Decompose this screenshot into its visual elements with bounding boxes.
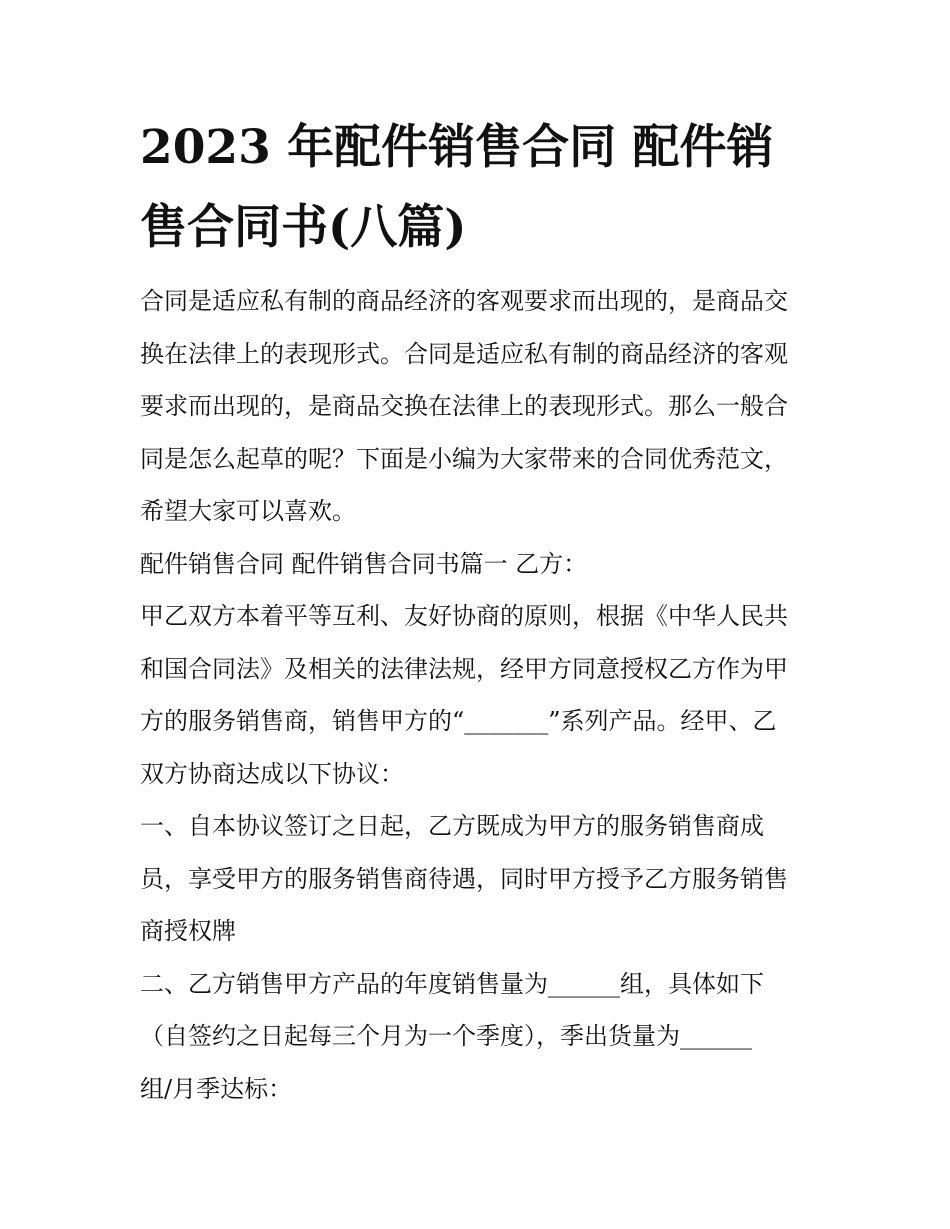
paragraph-line: 换在法律上的表现形式。合同是适应私有制的商品经济的客观 [140,339,788,368]
paragraph-line: 员，享受甲方的服务销售商待遇，同时甲方授予乙方服务销售 [140,864,788,893]
paragraph-line: 商授权牌 [140,917,236,945]
intro-paragraph [140,275,830,538]
title-line-2: 售合同书(八篇) [140,200,467,255]
paragraph-line: 组/月季达标： [140,1074,293,1103]
paragraph-line: 要求而出现的，是商品交换在法律上的表现形式。那么一般合 [140,392,788,420]
clause-1-paragraph [140,800,830,958]
paragraph-line: 甲乙双方本着平等互利、友好协商的原则，根据《中华人民共 [140,602,788,630]
paragraph-line: （自签约之日起每三个月为一个季度），季出货量为______ [140,1022,752,1050]
paragraph-line: 一、自本协议签订之日起，乙方既成为甲方的服务销售商成 [140,812,764,840]
section-heading-paragraph [140,538,830,591]
title-line-1: 2023 年配件销售合同 配件销 [140,120,774,175]
paragraph-line: 希望大家可以喜欢。 [140,497,356,525]
paragraph-line: 双方协商达成以下协议： [140,759,404,788]
document-body [140,275,830,1115]
paragraph-line: 和国合同法》及相关的法律法规，经甲方同意授权乙方作为甲 [140,654,788,683]
paragraph-line: 方的服务销售商，销售甲方的“_______”系列产品。经甲、乙 [140,707,777,735]
preamble-paragraph [140,590,830,800]
paragraph-line: 二、乙方销售甲方产品的年度销售量为______组，具体如下 [140,969,764,998]
paragraph-line: 合同是适应私有制的商品经济的客观要求而出现的，是商品交 [140,287,788,315]
paragraph-line: 配件销售合同 配件销售合同书篇一 乙方： [140,549,588,578]
paragraph-line: 同是怎么起草的呢？下面是小编为大家带来的合同优秀范文， [140,444,788,473]
document-title [140,108,820,268]
clause-2-paragraph [140,958,830,1116]
